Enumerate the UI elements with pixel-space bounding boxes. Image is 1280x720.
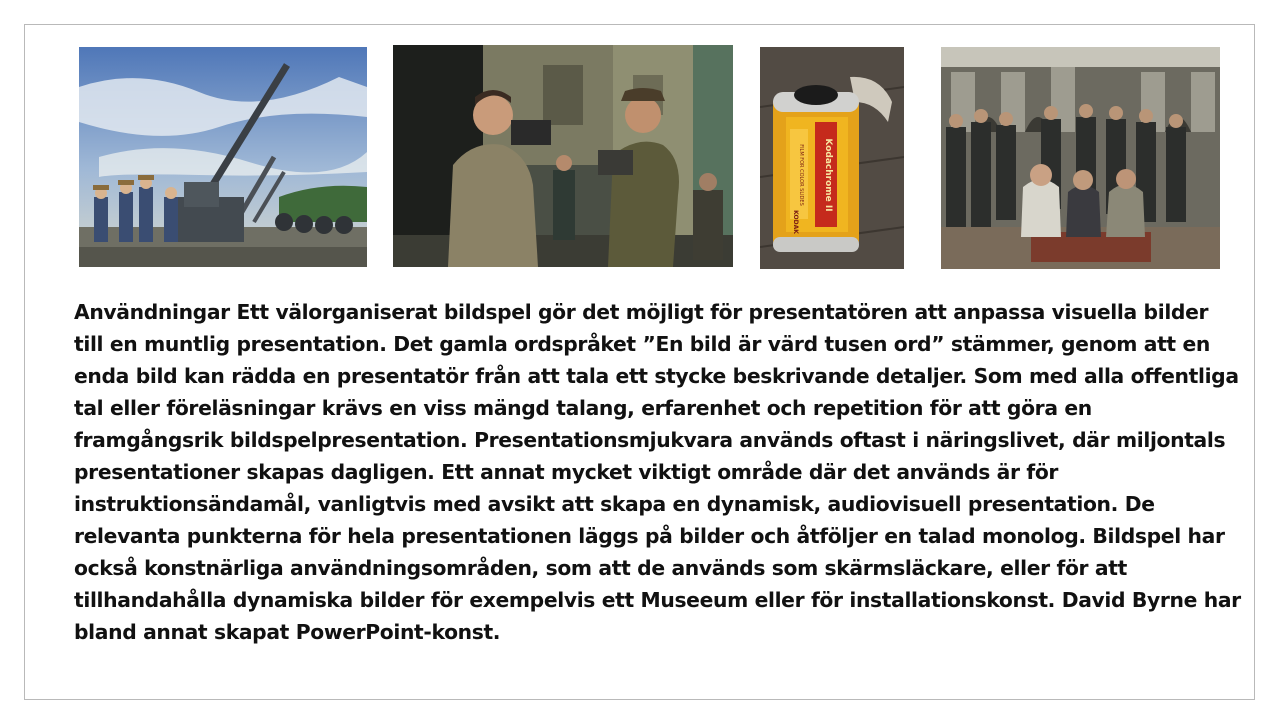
film-brand-label: Kodachrome II bbox=[823, 138, 833, 212]
anti-aircraft-gun-photo bbox=[79, 47, 367, 267]
body-paragraph: Användningar Ett välorganiserat bildspel gör det möjligt för presentatören att anpassa visuella bilder till en muntlig presentation. Det gamla ordspråket ”En bild är värd tusen ord” stämmer, genom att en enda bild kan rädda en presentatör från att tala ett stycke beskrivande detaljer. Som med alla offentliga tal eller föreläsningar krävs en viss mängd talang, erfarenhet och repetition för att göra en framgångsrik bildspelpresentation. Presentationsmjukvara används oftast i näringslivet, där miljontals presentationer skapas dagligen. Ett annat mycket viktigt område där det används är för instruktionsändamål, vanligtvis med avsikt att skapa en dynamisk, audiovisuell presentation. De relevanta punkterna för hela presentationen läggs på bilder och åtföljer en talad monolog. Bildspel har också konstnärliga användningsområden, som att de används som skärmsläckare, eller för att tillhandahålla dynamiska bilder för exempelvis ett Museeum eller för installationskonst. David Byrne har bland annat skapat PowerPoint-konst. bbox=[74, 300, 1241, 644]
yalta-conference-photo bbox=[941, 47, 1220, 269]
film-type-label: FILM FOR COLOR SLIDES bbox=[798, 144, 804, 206]
film-maker-label: KODAK bbox=[792, 210, 799, 234]
kodachrome-film-photo bbox=[760, 47, 904, 269]
camera-operators-photo bbox=[393, 45, 733, 267]
